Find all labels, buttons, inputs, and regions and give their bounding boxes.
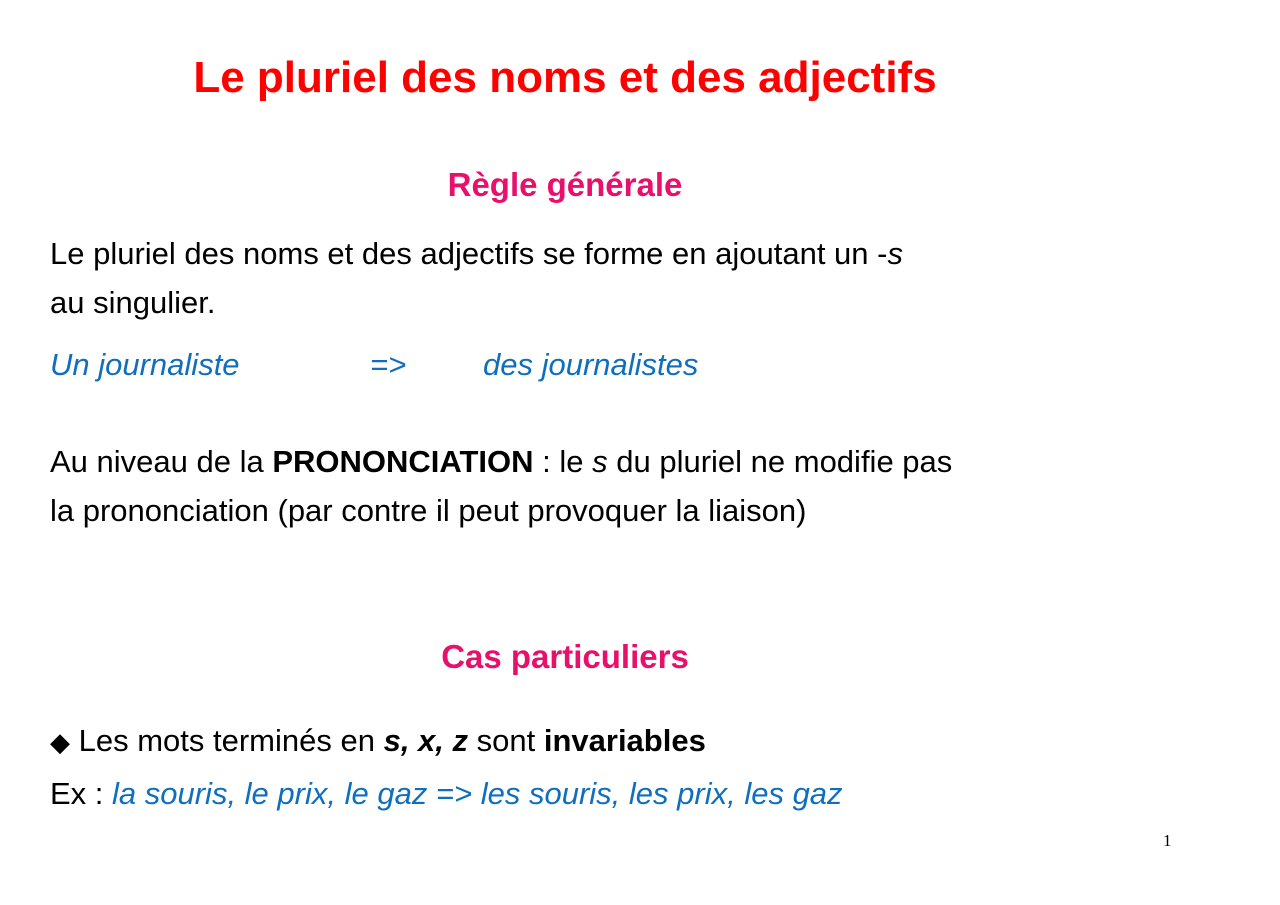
heading-cas-particuliers: Cas particuliers bbox=[441, 638, 689, 675]
bullet-invariables bbox=[50, 721, 706, 763]
rule-line-1-suffix: s bbox=[887, 236, 903, 271]
example-singular: Un journaliste bbox=[50, 347, 240, 382]
example-invariables bbox=[50, 774, 843, 814]
pron-prefix: Au niveau de la bbox=[50, 444, 273, 479]
pron-s: s bbox=[592, 444, 608, 479]
bullet-letters: s, x, z bbox=[383, 723, 469, 758]
pronunciation-line-2: la prononciation (par contre il peut provoquer la liaison) bbox=[50, 493, 807, 528]
rule-line-1-text: Le pluriel des noms et des adjectifs se forme en ajoutant un - bbox=[50, 236, 888, 271]
heading-regle-generale: Règle générale bbox=[447, 166, 683, 203]
pron-mid: : le bbox=[533, 444, 593, 479]
rule-line-2: au singulier. bbox=[50, 285, 216, 320]
diamond-bullet-icon: ◆ bbox=[50, 728, 70, 758]
example-arrow: => bbox=[370, 347, 407, 382]
bullet-prefix: Les mots terminés en bbox=[70, 723, 384, 758]
page-title: Le pluriel des noms et des adjectifs bbox=[193, 53, 937, 102]
pronunciation-line-1 bbox=[50, 442, 952, 482]
pron-keyword: PRONONCIATION bbox=[272, 444, 534, 479]
pron-end: du pluriel ne modifie pas bbox=[607, 444, 953, 479]
bullet-mid: sont bbox=[468, 723, 544, 758]
example-plural: des journalistes bbox=[483, 347, 699, 382]
ex-label: Ex : bbox=[50, 776, 113, 811]
bullet-keyword: invariables bbox=[543, 723, 706, 758]
rule-line-1 bbox=[50, 234, 903, 274]
example-row bbox=[50, 345, 850, 385]
ex-text: la souris, le prix, le gaz => les souris, les prix, les gaz bbox=[112, 776, 843, 811]
page-number: 1 bbox=[1163, 831, 1172, 850]
